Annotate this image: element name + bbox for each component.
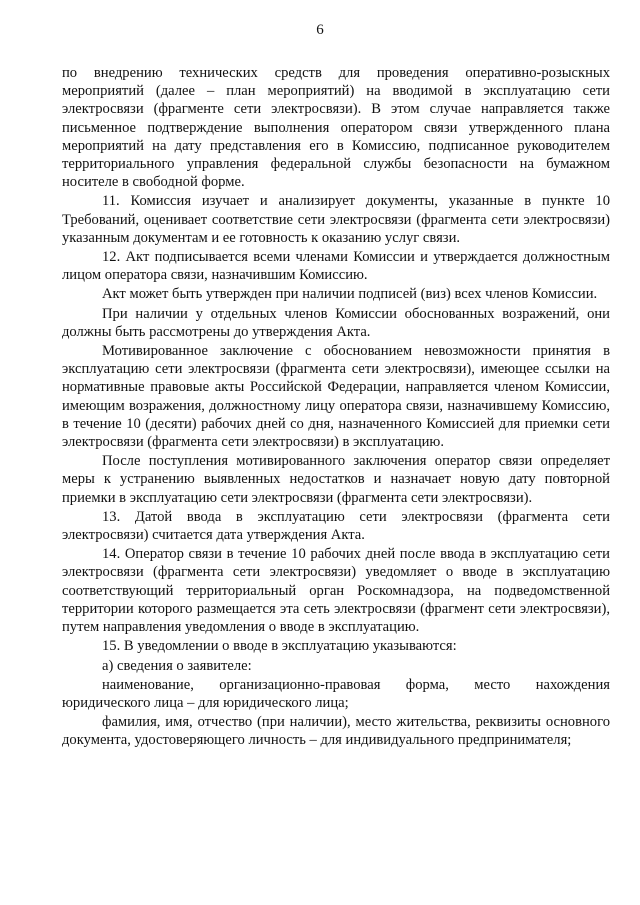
- paragraph-individual-entrepreneur: фамилия, имя, отчество (при наличии), место жительства, реквизиты основного документа, удостоверяющего личность – для индивидуального предпринимателя;: [62, 714, 610, 749]
- paragraph-act-approval: Акт может быть утвержден при наличии подписей (виз) всех членов Комиссии.: [102, 286, 598, 303]
- paragraph-item-14: 14. Оператор связи в течение 10 рабочих дней после ввода в эксплуатацию сети электросвязи (фрагмента сети электросвязи) уведомляет о вводе в эксплуатацию соответствующий территориальный орган Роскомнадзора, на подведомственной территории которого размещается эта сеть электросвязи (фрагмент сети электросвязи), путем направления уведомления о вводе в эксплуатацию.: [62, 546, 610, 636]
- paragraph-item-13: 13. Датой ввода в эксплуатацию сети электросвязи (фрагмента сети электросвязи) считается дата утверждения Акта.: [62, 508, 610, 544]
- paragraph-item-12: 12. Акт подписывается всеми членами Комиссии и утверждается должностным лицом оператора связи, назначившим Комиссию.: [62, 249, 610, 284]
- paragraph-item-15: 15. В уведомлении о вводе в эксплуатацию указываются:: [102, 638, 457, 655]
- paragraph-continuation-plan: по внедрению технических средств для проведения оперативно-розыскных мероприятий (далее – план мероприятий) на вводимой в эксплуатацию сети электросвязи (фрагменте сети электросвязи). В этом случае направляется также письменное подтверждение выполнения оператором связи утвержденного плана мероприятий на дату представления его в Комиссию, подписанное руководителем территориального управления федеральной службы безопасности на бумажном носителе в свободной форме.: [62, 65, 610, 191]
- page-number: 6: [316, 22, 324, 38]
- paragraph-after-conclusion: После поступления мотивированного заключения оператор связи определяет меры к устранению выявленных недостатков и назначает новую дату повторной приемки в эксплуатацию сети электросвязи (фрагмента сети электросвязи).: [62, 453, 610, 506]
- paragraph-legal-entity: наименование, организационно-правовая форма, место нахождения юридического лица – для юридического лица;: [62, 676, 610, 711]
- paragraph-item-11: 11. Комиссия изучает и анализирует документы, указанные в пункте 10 Требований, оценивает соответствие сети электросвязи (фрагмента сети электросвязи) указанным документам и ее готовность к оказанию услуг связи.: [62, 193, 610, 246]
- paragraph-reasoned-conclusion: Мотивированное заключение с обоснованием невозможности принятия в эксплуатацию сети электросвязи (фрагмента сети электросвязи), имеющее ссылки на нормативные правовые акты Российской Федерации, направляется членом Комиссии, имеющим возражения, должностному лицу оператора связи, назначившему Комиссию, в течение 10 (десяти) рабочих дней со дня, назначенного Комиссией для приемки сети электросвязи (фрагмента сети электросвязи) в эксплуатацию.: [62, 343, 610, 451]
- paragraph-subitem-a: а) сведения о заявителе:: [102, 657, 252, 674]
- document-body: [62, 64, 610, 750]
- paragraph-objections: При наличии у отдельных членов Комиссии обоснованных возражений, они должны быть рассмотрены до утверждения Акта.: [62, 305, 610, 340]
